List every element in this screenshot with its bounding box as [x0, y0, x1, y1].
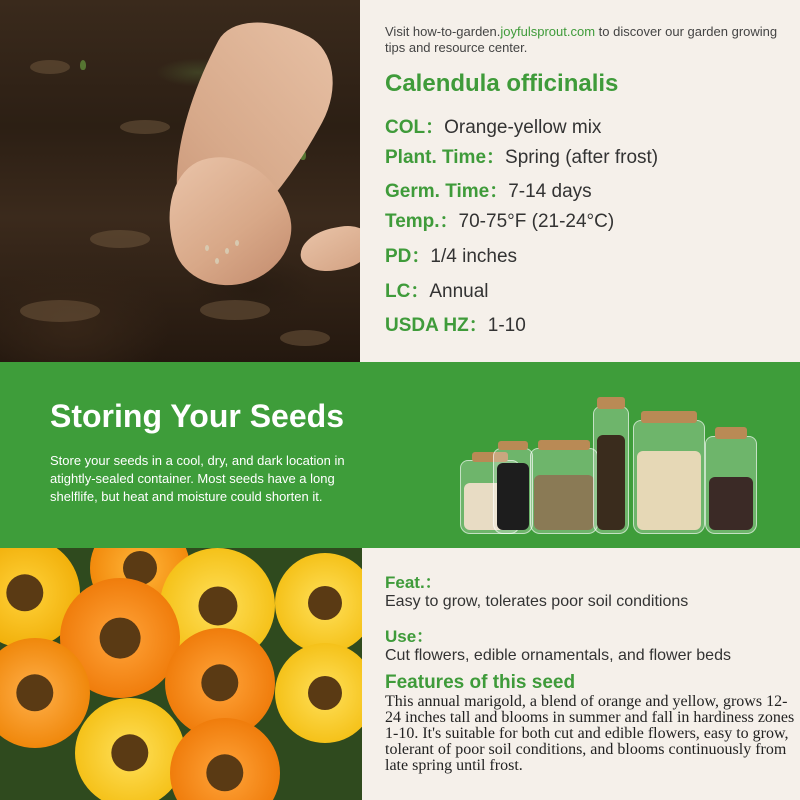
features-of-seed-text: This annual marigold, a blend of orange and yellow, grows 12-24 inches tall and blooms in summer and fall in hardiness zones 1-10. It's suitable for both cut and edible flowers, easy to grow, tolerant of poor soil conditions, and blooms continuously from late spring until frost.: [385, 693, 795, 774]
spec-hardiness-zone: [385, 310, 526, 337]
spec-value: 1/4 inches: [430, 246, 518, 267]
soil-hand-photo: [0, 0, 360, 362]
spec-value: 70-75°F (21-24°C): [458, 211, 615, 232]
features-of-seed-heading: Features of this seed: [385, 672, 576, 693]
spec-life-cycle: [385, 276, 489, 303]
bottom-section: [0, 548, 800, 800]
spec-value: 1-10: [487, 315, 526, 336]
feature-text: Easy to grow, tolerates poor soil conditions: [385, 593, 689, 610]
storage-banner: [0, 362, 800, 548]
visit-suffix: to discover our garden growing tips and resource center.: [385, 24, 778, 55]
spec-germ-time: [385, 176, 592, 203]
species-name: Calendula officinalis: [385, 70, 619, 97]
spec-key: Temp.：: [385, 211, 459, 232]
feature-block: [385, 568, 795, 611]
jar-black-seeds: [493, 448, 533, 534]
use-heading: Use：: [385, 627, 434, 646]
spec-list: [385, 104, 785, 334]
jar-small-seeds: [530, 448, 598, 534]
website-link[interactable]: joyfulsprout.com: [500, 24, 596, 39]
spec-temperature: [385, 206, 614, 233]
jar-tall-seeds: [593, 406, 629, 534]
visit-prefix: Visit how-to-garden.: [385, 24, 501, 39]
spec-key: Plant. Time：: [385, 147, 506, 168]
jar-mixed-seeds: [705, 436, 757, 534]
feature-heading: Feat.：: [385, 573, 442, 592]
storage-text: Store your seeds in a cool, dry, and dark location in atightly-sealed container. Most seeds have a long shelflife, but heat and moisture could shorten it.: [50, 453, 345, 504]
seed-jars-image: [455, 386, 765, 534]
calendula-flowers-photo: [0, 548, 362, 800]
spec-key: Germ. Time：: [385, 181, 509, 202]
spec-planting-depth: [385, 241, 517, 268]
visit-line: [385, 24, 785, 56]
use-text: Cut flowers, edible ornamentals, and flower beds: [385, 647, 731, 664]
spec-value: Orange-yellow mix: [444, 117, 602, 138]
spec-key: USDA HZ：: [385, 315, 488, 336]
jar-pumpkin-seeds: [633, 420, 705, 534]
spec-key: COL：: [385, 117, 445, 138]
spec-value: 7-14 days: [508, 181, 592, 202]
spec-key: PD：: [385, 246, 431, 267]
spec-value: Spring (after frost): [505, 147, 659, 168]
use-block: [385, 622, 795, 665]
spec-value: Annual: [429, 281, 489, 302]
spec-plant-time: [385, 142, 658, 169]
spec-key: LC：: [385, 281, 430, 302]
spec-color: [385, 112, 601, 139]
second-hand: [297, 222, 360, 276]
seed-info-panel: [385, 24, 785, 334]
storage-title: Storing Your Seeds: [50, 398, 344, 434]
top-section: [0, 0, 800, 362]
